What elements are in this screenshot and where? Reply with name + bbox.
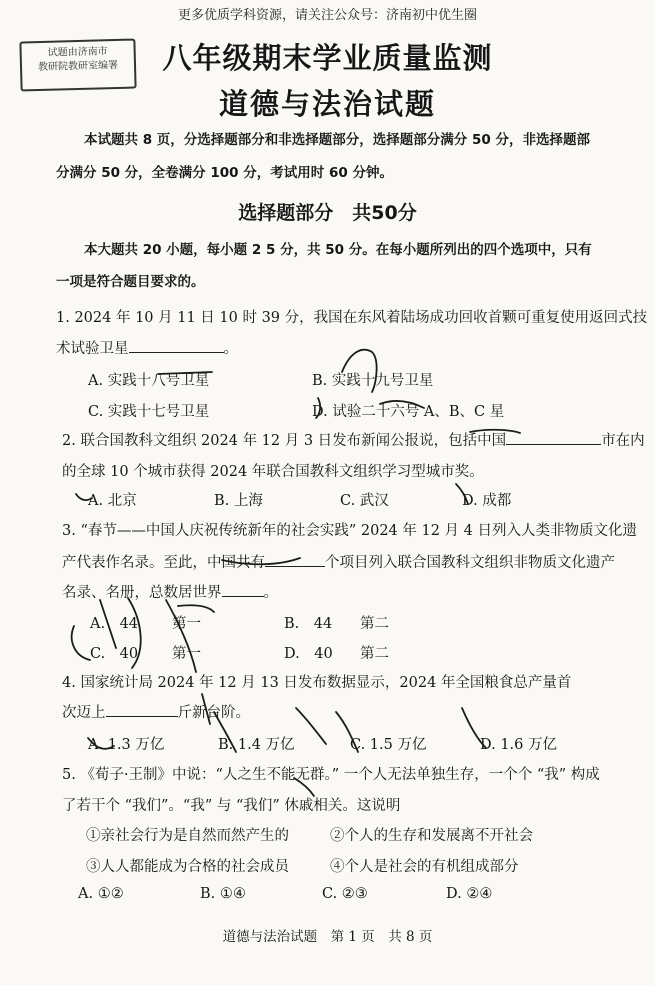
pen-stroke: [296, 708, 326, 744]
q3-option-b: B. 44: [284, 616, 333, 632]
question-4-line-1: 4. 国家统计局 2024 年 12 月 13 日发布数据显示，2024 年全国粮食总产量首: [62, 675, 572, 691]
q2-option-d: D. 成都: [462, 493, 512, 509]
question-3-line-1: 3. “春节——中国人庆祝传统新年的社会实践” 2024 年 12 月 4 日列入人类非物质文化遗: [62, 523, 637, 539]
q3-option-b-rank: 第二: [360, 616, 389, 632]
question-2-line-1: 2. 联合国教科文组织 2024 年 12 月 3 日发布新闻公报说，包括中国 市在内: [62, 429, 645, 450]
answer-blank: [129, 338, 224, 354]
q4-option-c: C. 1.5 万亿: [350, 737, 427, 753]
pen-stroke: [178, 605, 214, 612]
exam-title: 八年级期末学业质量监测: [162, 41, 493, 75]
q5-statement-4: ④个人是社会的有机组成部分: [330, 859, 519, 875]
q5-statement-1: ①亲社会行为是自然而然产生的: [86, 828, 289, 844]
q5-option-d: D. ②④: [446, 886, 493, 902]
instructions-line-2: 一项是符合题目要求的。: [56, 274, 205, 290]
stamp-line-2: 教研院教研室编署: [37, 59, 119, 74]
answer-blank: [506, 430, 601, 446]
question-4-line-2: 次迈上 斤新台阶。: [62, 701, 250, 722]
q2-option-c: C. 武汉: [340, 493, 389, 509]
q5-option-a: A. ①②: [78, 886, 124, 902]
q3-option-c: C. 40: [90, 646, 139, 662]
q1-option-a: A. 实践十八号卫星: [88, 373, 210, 389]
intro-line-1: 本试题共 8 页，分选择题部分和非选择题部分，选择题部分满分 50 分，非选择题部: [84, 132, 590, 148]
intro-line-2: 分满分 50 分，全卷满分 100 分，考试用时 60 分钟。: [56, 165, 393, 181]
stamp-line-1: 试题由济南市: [47, 46, 108, 59]
top-banner: 更多优质学科资源，请关注公众号：济南初中优生圈: [177, 8, 477, 23]
question-3-line-2: 产代表作名录。至此，中国共有 个项目列入联合国教科文组织非物质文化遗产: [62, 551, 615, 572]
q5-option-b: B. ①④: [200, 886, 246, 902]
q4-option-b: B. 1.4 万亿: [218, 737, 295, 753]
section-title: 选择题部分 共50分: [238, 202, 417, 224]
question-5-line-2: 了若干个 “我们”。“我” 与 “我们” 休戚相关。这说明: [62, 798, 401, 814]
question-5-line-1: 5. 《荀子·王制》中说：“人之生不能无群。” 一个人无法单独生存，一个个 “我” 构成: [62, 767, 600, 783]
instructions-line-1: 本大题共 20 小题，每小题 2 5 分，共 50 分。在每小题所列出的四个选项中，只有: [84, 242, 592, 258]
q4-option-d: D. 1.6 万亿: [480, 737, 557, 753]
q3-option-d-rank: 第二: [360, 646, 389, 662]
question-1-line-2: 术试验卫星 。: [56, 337, 238, 358]
pen-stroke: [72, 626, 90, 660]
q1-option-d: D. 试验二十六号 A、B、C 星: [312, 404, 505, 420]
q4-option-a: A. 1.3 万亿: [88, 737, 165, 753]
q3-option-d: D. 40: [284, 646, 333, 662]
q2-option-a: A. 北京: [88, 493, 137, 509]
q3-option-a-rank: 第一: [172, 616, 201, 632]
q5-option-c: C. ②③: [322, 886, 368, 902]
q1-option-c: C. 实践十七号卫星: [88, 404, 210, 420]
question-1-line-1: 1. 2024 年 10 月 11 日 10 时 39 分，我国在东风着陆场成功回收首颗可重复使用返回式技: [56, 310, 648, 326]
q3-option-c-rank: 第一: [172, 646, 201, 662]
q1-option-b: B. 实践十九号卫星: [312, 373, 434, 389]
answer-blank: [265, 552, 325, 568]
q5-statement-3: ③人人都能成为合格的社会成员: [86, 859, 289, 875]
question-3-line-3: 名录、名册，总数居世界 。: [62, 581, 278, 602]
answer-blank: [106, 702, 178, 718]
q5-statement-2: ②个人的生存和发展离不开社会: [330, 828, 533, 844]
q2-option-b: B. 上海: [214, 493, 263, 509]
page-footer: 道德与法治试题 第 1 页 共 8 页: [222, 929, 433, 945]
exam-subject-title: 道德与法治试题: [218, 87, 436, 121]
answer-blank: [222, 582, 264, 598]
question-2-line-2: 的全球 10 个城市获得 2024 年联合国教科文组织学习型城市奖。: [62, 464, 484, 480]
q3-option-a: A. 44: [90, 616, 139, 632]
